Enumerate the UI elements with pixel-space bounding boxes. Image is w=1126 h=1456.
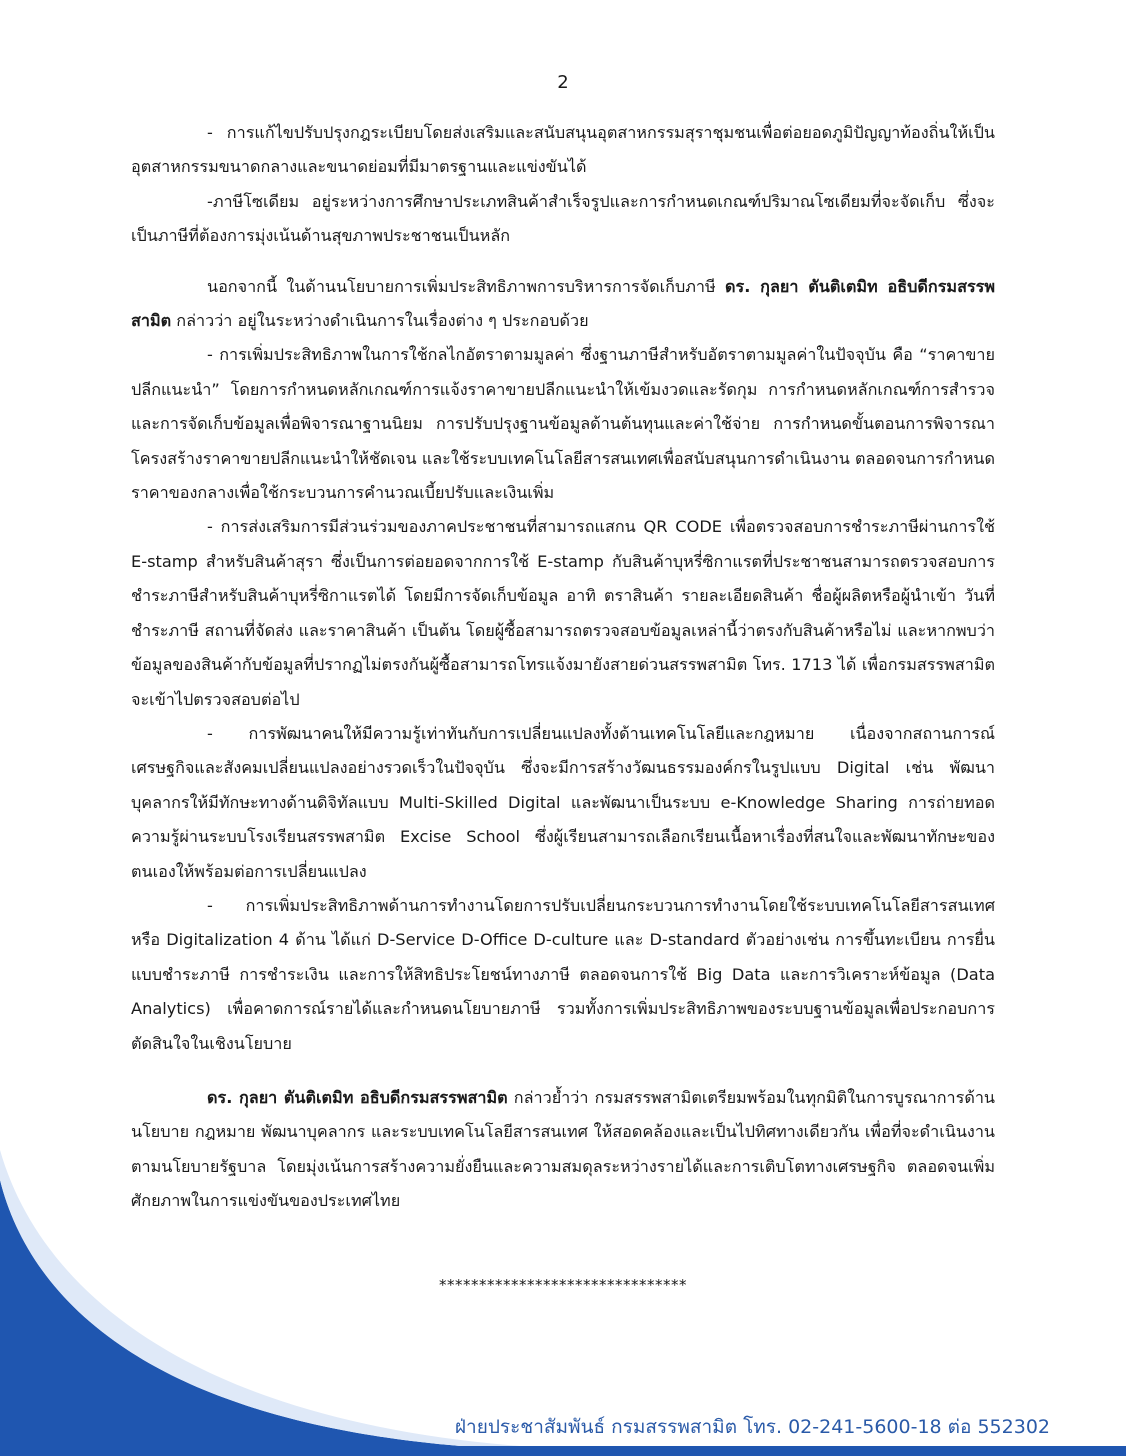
paragraph-text: กล่าวย้ำว่า กรมสรรพสามิตเตรียมพร้อมในทุกมิติในการบูรณาการด้านนโยบาย กฎหมาย พัฒนาบุคลากร และระบบเทคโนโลยีสารสนเทศ ให้สอดคล้องและเป็นไปทิศทางเดียวกัน เพื่อที่จะดำเนินงานตามนโยบายรัฐบาล โดยมุ่งเน้นการสร้างความยั่งยืนและความสมดุลระหว่างรายได้และการเติบโตทางเศรษฐกิจ ตลอดจนเพิ่มศักยภาพในการแข่งขันของประเทศไทย (131, 1087, 995, 1211)
paragraph (131, 338, 995, 510)
paragraph-text: -ภาษีโซเดียม อยู่ระหว่างการศึกษาประเภทสินค้าสำเร็จรูปและการกำหนดเกณฑ์ปริมาณโซเดียมที่จะจัดเก็บ ซึ่งจะเป็นภาษีที่ต้องการมุ่งเน้นด้านสุขภาพประชาชนเป็นหลัก (131, 191, 995, 246)
paragraph (131, 510, 995, 716)
paragraph-text: - การพัฒนาคนให้มีความรู้เท่าทันกับการเปลี่ยนแปลงทั้งด้านเทคโนโลยีและกฎหมาย เนื่องจากสถานการณ์เศรษฐกิจและสังคมเปลี่ยนแปลงอย่างรวดเร็วในปัจจุบัน ซึ่งจะมีการสร้างวัฒนธรรมองค์กรในรูปแบบ Digital เช่น พัฒนาบุคลากรให้มีทักษะทางด้านดิจิทัลแบบ Multi-Skilled Digital และพัฒนาเป็นระบบ e-Knowledge Sharing การถ่ายทอดความรู้ผ่านระบบโรงเรียนสรรพสามิต Excise School ซึ่งผู้เรียนสามารถเลือกเรียนเนื้อหาเรื่องที่สนใจและพัฒนาทักษะของตนเองให้พร้อมต่อการเปลี่ยนแปลง (131, 723, 995, 881)
paragraph (131, 270, 995, 339)
document-body (131, 116, 995, 1219)
paragraph-text: นอกจากนี้ ในด้านนโยบายการเพิ่มประสิทธิภาพการบริหารการจัดเก็บภาษี (207, 276, 725, 296)
paragraph-text: - การแก้ไขปรับปรุงกฎระเบียบโดยส่งเสริมและสนับสนุนอุตสาหกรรมสุราชุมชนเพื่อต่อยอดภูมิปัญญาท้องถิ่นให้เป็นอุตสาหกรรมขนาดกลางและขนาดย่อมที่มีมาตรฐานและแข่งขันได้ (131, 123, 995, 177)
end-separator: ******************************* (439, 1276, 687, 1294)
paragraph-text: - การส่งเสริมการมีส่วนร่วมของภาคประชาชนที่สามารถแสกน QR CODE เพื่อตรวจสอบการชำระภาษีผ่านการใช้ E-stamp สำหรับสินค้าสุรา ซึ่งเป็นการต่อยอดจากการใช้ E-stamp กับสินค้าบุหรี่ซิกาแรตที่ประชาชนสามารถตรวจสอบการชำระภาษีสำหรับสินค้าบุหรี่ซิกาแรตได้ โดยมีการจัดเก็บข้อมูล อาทิ ตราสินค้า รายละเอียดสินค้า ชื่อผู้ผลิตหรือผู้นำเข้า วันที่ชำระภาษี สถานที่จัดส่ง และราคาสินค้า เป็นต้น โดยผู้ซื้อสามารถตรวจสอบข้อมูลเหล่านี้ว่าตรงกับสินค้าหรือไม่ และหากพบว่า ข้อมูลของสินค้ากับข้อมูลที่ปรากฏไม่ตรงกันผู้ซื้อสามารถโทรแจ้งมายังสายด่วนสรรพสามิต โทร. 1713 ได้ เพื่อกรมสรรพสามิตจะเข้าไปตรวจสอบต่อไป (131, 517, 995, 709)
footer-bar (0, 1446, 1126, 1456)
paragraph-text: - การเพิ่มประสิทธิภาพในการใช้กลไกอัตราตามมูลค่า ซึ่งฐานภาษีสำหรับอัตราตามมูลค่าในปัจจุบัน คือ “ราคาขายปลีกแนะนำ” โดยการกำหนดหลักเกณฑ์การแจ้งราคาขายปลีกแนะนำให้เข้มงวดและรัดกุม การกำหนดหลักเกณฑ์การสำรวจและการจัดเก็บข้อมูลเพื่อพิจารณาฐานนิยม การปรับปรุงฐานข้อมูลด้านต้นทุนและค่าใช้จ่าย การกำหนดขั้นตอนการพิจารณาโครงสร้างราคาขายปลีกแนะนำให้ชัดเจน และใช้ระบบเทคโนโลยีสารสนเทศเพื่อสนับสนุนการดำเนินงาน ตลอดจนการกำหนดราคาของกลางเพื่อใช้กระบวนการคำนวณเบี้ยปรับและเงินเพิ่ม (131, 345, 995, 503)
paragraph-text: - การเพิ่มประสิทธิภาพด้านการทำงานโดยการปรับเปลี่ยนกระบวนการทำงานโดยใช้ระบบเทคโนโลยีสารสนเทศ หรือ Digitalization 4 ด้าน ได้แก่ D-Service D-Office D-culture และ D-standard ตัวอย่างเช่น การขึ้นทะเบียน การยื่นแบบชำระภาษี การชำระเงิน และการให้สิทธิประโยชน์ทางภาษี ตลอดจนการใช้ Big Data และการวิเคราะห์ข้อมูล (Data Analytics) เพื่อคาดการณ์รายได้และกำหนดนโยบายภาษี รวมทั้งการเพิ่มประสิทธิภาพของระบบฐานข้อมูลเพื่อประกอบการตัดสินใจในเชิงนโยบาย (131, 895, 995, 1053)
paragraph (131, 889, 995, 1061)
paragraph (131, 717, 995, 889)
paragraph (131, 185, 995, 254)
footer-contact: ฝ่ายประชาสัมพันธ์ กรมสรรพสามิต โทร. 02-241-5600-18 ต่อ 552302 (454, 1416, 1050, 1438)
bold-text: ดร. กุลยา ตันติเตมิท อธิบดีกรมสรรพสามิต (207, 1087, 508, 1107)
page-number: 2 (557, 72, 569, 93)
paragraph (131, 116, 995, 185)
bold-text: ดร. กุลยา ตันติเตมิท อธิบดีกรมสรรพสามิต (131, 276, 996, 331)
paragraph (131, 1081, 995, 1219)
paragraph-text: กล่าวว่า อยู่ในระหว่างดำเนินการในเรื่องต่าง ๆ ประกอบด้วย (171, 311, 589, 331)
